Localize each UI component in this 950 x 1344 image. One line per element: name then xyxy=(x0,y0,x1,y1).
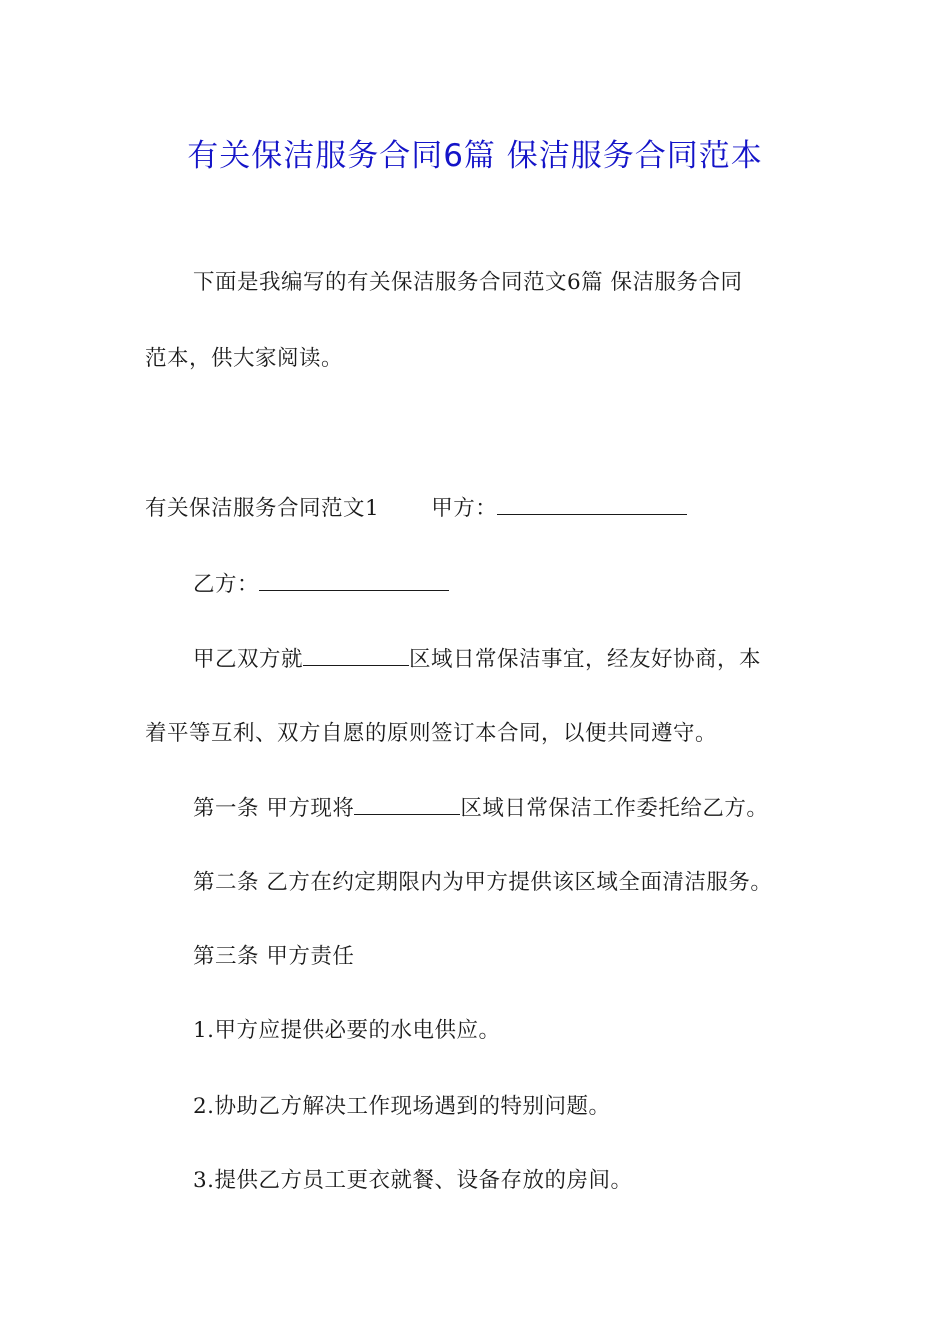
paragraph-1-text-a: 甲乙双方就 xyxy=(193,647,304,672)
party-b-row xyxy=(193,570,449,600)
region-blank xyxy=(303,645,409,666)
list-item-2: 2.协助乙方解决工作现场遇到的特别问题。 xyxy=(193,1094,611,1119)
article-1-text-a: 第一条 甲方现将 xyxy=(193,796,355,821)
list-item-1: 1.甲方应提供必要的水电供应。 xyxy=(193,1018,501,1043)
paragraph-1-text-b: 区域日常保洁事宜，经友好协商，本 xyxy=(409,647,762,672)
intro-line-1: 下面是我编写的有关保洁服务合同范文6篇 保洁服务合同 xyxy=(193,270,743,295)
intro-line-2: 范本，供大家阅读。 xyxy=(145,346,344,371)
article-3: 第三条 甲方责任 xyxy=(193,944,355,969)
paragraph-1-line-1 xyxy=(193,645,761,675)
article-1-blank xyxy=(354,794,460,815)
document-title: 有关保洁服务合同6篇 保洁服务合同范本 xyxy=(187,138,763,174)
list-item-3: 3.提供乙方员工更衣就餐、设备存放的房间。 xyxy=(193,1168,633,1193)
article-1 xyxy=(193,794,768,824)
section-heading: 有关保洁服务合同范文1 xyxy=(145,496,380,521)
party-a-blank xyxy=(497,494,687,515)
article-2: 第二条 乙方在约定期限内为甲方提供该区域全面清洁服务。 xyxy=(193,870,773,895)
section-heading-row xyxy=(145,494,687,524)
paragraph-1-line-2: 着平等互利、双方自愿的原则签订本合同，以便共同遵守。 xyxy=(145,721,718,746)
article-1-text-b: 区域日常保洁工作委托给乙方。 xyxy=(460,796,769,821)
party-a-label: 甲方： xyxy=(431,496,498,521)
party-b-label: 乙方： xyxy=(193,572,260,597)
party-b-blank xyxy=(259,570,449,591)
